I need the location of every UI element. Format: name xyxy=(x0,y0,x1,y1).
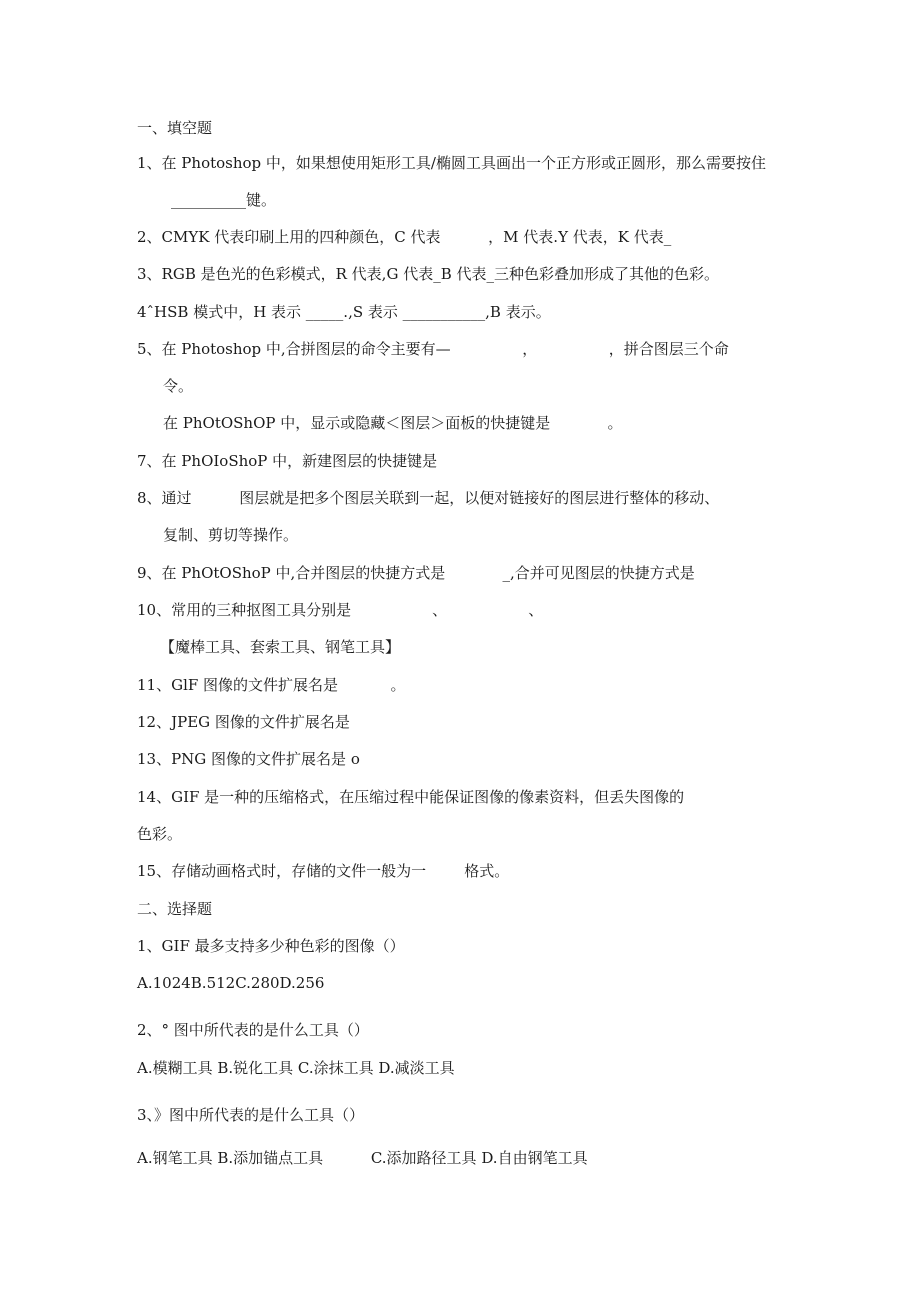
section-heading-fill-in: 一、填空题 xyxy=(137,119,213,137)
question-line: 4ˆHSB 模式中，H 表示 _____.,S 表示 ___________,B 表示。 xyxy=(137,303,551,321)
question-line: 14、GIF 是一种的压缩格式，在压缩过程中能保证图像的像素资料，但丢失图像的 xyxy=(137,788,685,806)
question-line: 1、GIF 最多支持多少种色彩的图像（） xyxy=(137,937,405,955)
question-line: 13、PNG 图像的文件扩展名是 o xyxy=(137,750,360,768)
question-line: 在 PhOtOShOP 中，显示或隐藏＜图层＞面板的快捷键是 。 xyxy=(163,414,623,432)
question-line: 10、常用的三种抠图工具分别是 、 、 xyxy=(137,601,544,619)
question-line: 5、在 Photoshop 中,合拼图层的命令主要有— ， ，拼合图层三个命 xyxy=(137,340,729,358)
question-line: 复制、剪切等操作。 xyxy=(163,526,299,544)
question-line: 2、° 图中所代表的是什么工具（） xyxy=(137,1021,369,1039)
question-line: 11、GlF 图像的文件扩展名是 。 xyxy=(137,676,406,694)
options-line: A.1024B.512C.280D.256 xyxy=(137,974,325,992)
question-line: 7、在 PhOIoShoP 中，新建图层的快捷键是 xyxy=(137,452,438,470)
answer-line: 【魔棒工具、套索工具、钢笔工具】 xyxy=(160,638,401,656)
section-heading-choice: 二、选择题 xyxy=(137,900,213,918)
question-line: 8、通过 图层就是把多个图层关联到一起，以便对链接好的图层进行整体的移动、 xyxy=(137,489,720,507)
question-line: 15、存储动画格式时，存储的文件一般为一 格式。 xyxy=(137,862,510,880)
question-line: 令。 xyxy=(163,377,194,395)
question-line: 3、》图中所代表的是什么工具（） xyxy=(137,1106,365,1124)
question-line: 12、JPEG 图像的文件扩展名是 xyxy=(137,713,350,731)
question-line: 1、在 Photoshop 中，如果想使用矩形工具/椭圆工具画出一个正方形或正圆形，那么需要按住 xyxy=(137,154,766,172)
options-line: A.钢笔工具 B.添加锚点工具 C.添加路径工具 D.自由钢笔工具 xyxy=(137,1149,588,1167)
question-line: 9、在 PhOtOShoP 中,合并图层的快捷方式是 _,合并可见图层的快捷方式是 xyxy=(137,564,695,582)
question-line: __________键。 xyxy=(171,191,277,209)
options-line: A.模糊工具 B.锐化工具 C.涂抹工具 D.减淡工具 xyxy=(137,1059,455,1077)
question-line: 3、RGB 是色光的色彩模式，R 代表,G 代表_B 代表_三种色彩叠加形成了其他的色彩。 xyxy=(137,265,719,283)
question-line: 色彩。 xyxy=(137,825,183,843)
question-line: 2、CMYK 代表印刷上用的四种颜色，C 代表 ，M 代表.Y 代表，K 代表_ xyxy=(137,228,672,246)
